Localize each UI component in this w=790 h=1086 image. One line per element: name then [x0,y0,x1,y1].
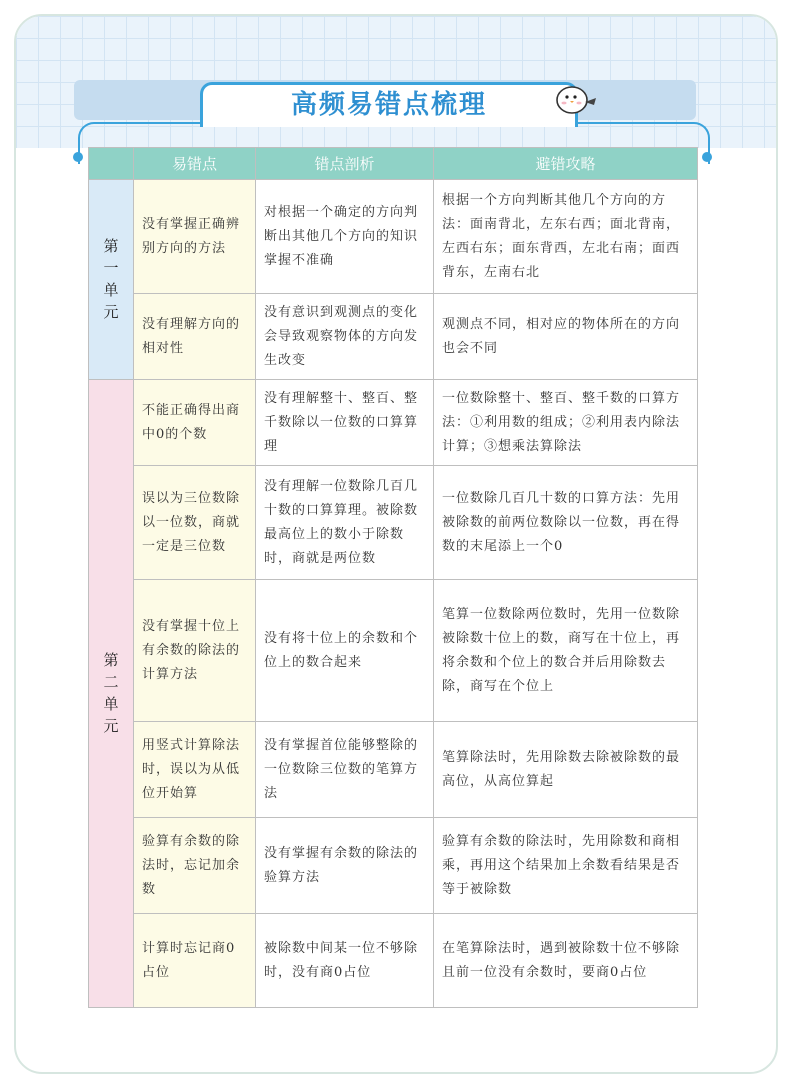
table-header-row [89,148,698,180]
tip-cell: 在笔算除法时，遇到被除数十位不够除且前一位没有余数时，要商0占位 [434,914,698,1008]
table-row [89,294,698,380]
error-cell: 没有掌握十位上有余数的除法的计算方法 [134,580,256,722]
tip-cell: 根据一个方向判断其他几个方向的方法：面南背北，左东右西；面北背南，左西右东；面东背西，左北右南；面西背东，左南右北 [434,180,698,294]
error-cell: 不能正确得出商中0的个数 [134,380,256,466]
analysis-cell: 被除数中间某一位不够除时，没有商0占位 [256,914,434,1008]
header-analysis: 错点剖析 [256,148,434,180]
unit-label-2: 第二单元 [89,380,134,1008]
frame-dot-right [702,152,712,162]
error-cell: 验算有余数的除法时，忘记加余数 [134,818,256,914]
analysis-cell: 没有理解整十、整百、整千数除以一位数的口算算理 [256,380,434,466]
title-box [200,82,578,127]
table-row [89,722,698,818]
frame-dot-left [73,152,83,162]
table-row [89,818,698,914]
error-table [88,147,698,1008]
header-corner [89,148,134,180]
table-row [89,914,698,1008]
analysis-cell: 没有掌握有余数的除法的验算方法 [256,818,434,914]
error-cell: 用竖式计算除法时，误以为从低位开始算 [134,722,256,818]
tip-cell: 一位数除整十、整百、整千数的口算方法：①利用数的组成；②利用表内除法计算；③想乘法算除法 [434,380,698,466]
table-row [89,580,698,722]
tip-cell: 验算有余数的除法时，先用除数和商相乘，再用这个结果加上余数看结果是否等于被除数 [434,818,698,914]
header-tip: 避错攻略 [434,148,698,180]
analysis-cell: 没有意识到观测点的变化会导致观察物体的方向发生改变 [256,294,434,380]
analysis-cell: 对根据一个确定的方向判断出其他几个方向的知识掌握不准确 [256,180,434,294]
error-cell: 误以为三位数除以一位数，商就一定是三位数 [134,466,256,580]
error-cell: 没有掌握正确辨别方向的方法 [134,180,256,294]
analysis-cell: 没有掌握首位能够整除的一位数除三位数的笔算方法 [256,722,434,818]
analysis-cell: 没有理解一位数除几百几十数的口算算理。被除数最高位上的数小于除数时，商就是两位数 [256,466,434,580]
table-row [89,380,698,466]
unit-label-1: 第一单元 [89,180,134,380]
bird-icon [552,78,598,118]
tip-cell: 笔算除法时，先用除数去除被除数的最高位，从高位算起 [434,722,698,818]
error-cell: 没有理解方向的相对性 [134,294,256,380]
table-row [89,466,698,580]
error-cell: 计算时忘记商0占位 [134,914,256,1008]
page-title: 高频易错点梳理 [290,90,487,120]
tip-cell: 笔算一位数除两位数时，先用一位数除被除数十位上的数，商写在十位上，再将余数和个位上的数合并后用除数去除，商写在个位上 [434,580,698,722]
tip-cell: 一位数除几百几十数的口算方法：先用被除数的前两位数除以一位数，再在得数的末尾添上一个0 [434,466,698,580]
table-row [89,180,698,294]
analysis-cell: 没有将十位上的余数和个位上的数合起来 [256,580,434,722]
tip-cell: 观测点不同，相对应的物体所在的方向也会不同 [434,294,698,380]
header-error: 易错点 [134,148,256,180]
